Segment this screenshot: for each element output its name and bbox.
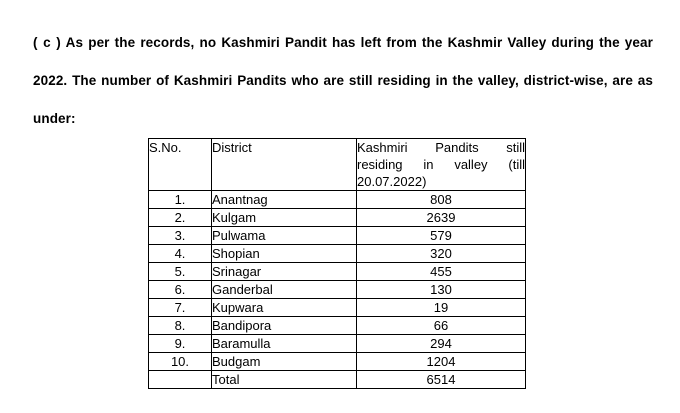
cell-sno: 10.	[149, 353, 212, 371]
cell-count: 1204	[357, 353, 526, 371]
kashmiri-pandits-table	[148, 138, 526, 389]
cell-sno: 6.	[149, 281, 212, 299]
table-row	[149, 299, 526, 317]
table-header-row	[149, 139, 526, 191]
cell-sno: 9.	[149, 335, 212, 353]
table-row	[149, 263, 526, 281]
cell-sno: 1.	[149, 191, 212, 209]
column-header-district: District	[212, 139, 357, 191]
cell-count: 579	[357, 227, 526, 245]
cell-count: 2639	[357, 209, 526, 227]
column-header-count-line2: residing in valley (till	[357, 157, 525, 172]
cell-district: Kupwara	[212, 299, 357, 317]
table-row	[149, 209, 526, 227]
cell-sno: 2.	[149, 209, 212, 227]
cell-count: 19	[357, 299, 526, 317]
cell-district: Anantnag	[212, 191, 357, 209]
table-row	[149, 227, 526, 245]
column-header-count-line3: 20.07.2022)	[357, 174, 427, 189]
table-row	[149, 191, 526, 209]
cell-district: Shopian	[212, 245, 357, 263]
cell-district: Bandipora	[212, 317, 357, 335]
cell-district: Kulgam	[212, 209, 357, 227]
table-row	[149, 245, 526, 263]
table-row	[149, 335, 526, 353]
column-header-sno: S.No.	[149, 139, 212, 191]
table-row	[149, 281, 526, 299]
cell-count: 808	[357, 191, 526, 209]
column-header-count-line1: Kashmiri Pandits still	[357, 140, 525, 155]
cell-sno: 8.	[149, 317, 212, 335]
cell-sno: 7.	[149, 299, 212, 317]
cell-sno	[149, 371, 212, 389]
cell-sno: 5.	[149, 263, 212, 281]
table-row	[149, 371, 526, 389]
paragraph-text: As per the records, no Kashmiri Pandit has left from the Kashmir Valley during the year 2022. The number of Kashmiri Pandits who are still residing in the valley, district-wise, are as under:	[33, 34, 653, 126]
cell-district: Total	[212, 371, 357, 389]
cell-sno: 4.	[149, 245, 212, 263]
cell-count: 320	[357, 245, 526, 263]
table-row	[149, 353, 526, 371]
clause-label: ( c )	[33, 34, 62, 50]
answer-paragraph	[33, 24, 653, 138]
column-header-count	[357, 139, 526, 191]
cell-district: Budgam	[212, 353, 357, 371]
cell-district: Srinagar	[212, 263, 357, 281]
cell-count: 6514	[357, 371, 526, 389]
cell-count: 130	[357, 281, 526, 299]
table-body	[149, 191, 526, 389]
cell-district: Ganderbal	[212, 281, 357, 299]
cell-district: Baramulla	[212, 335, 357, 353]
cell-count: 66	[357, 317, 526, 335]
table-header	[149, 139, 526, 191]
cell-district: Pulwama	[212, 227, 357, 245]
cell-sno: 3.	[149, 227, 212, 245]
cell-count: 455	[357, 263, 526, 281]
table-row	[149, 317, 526, 335]
cell-count: 294	[357, 335, 526, 353]
